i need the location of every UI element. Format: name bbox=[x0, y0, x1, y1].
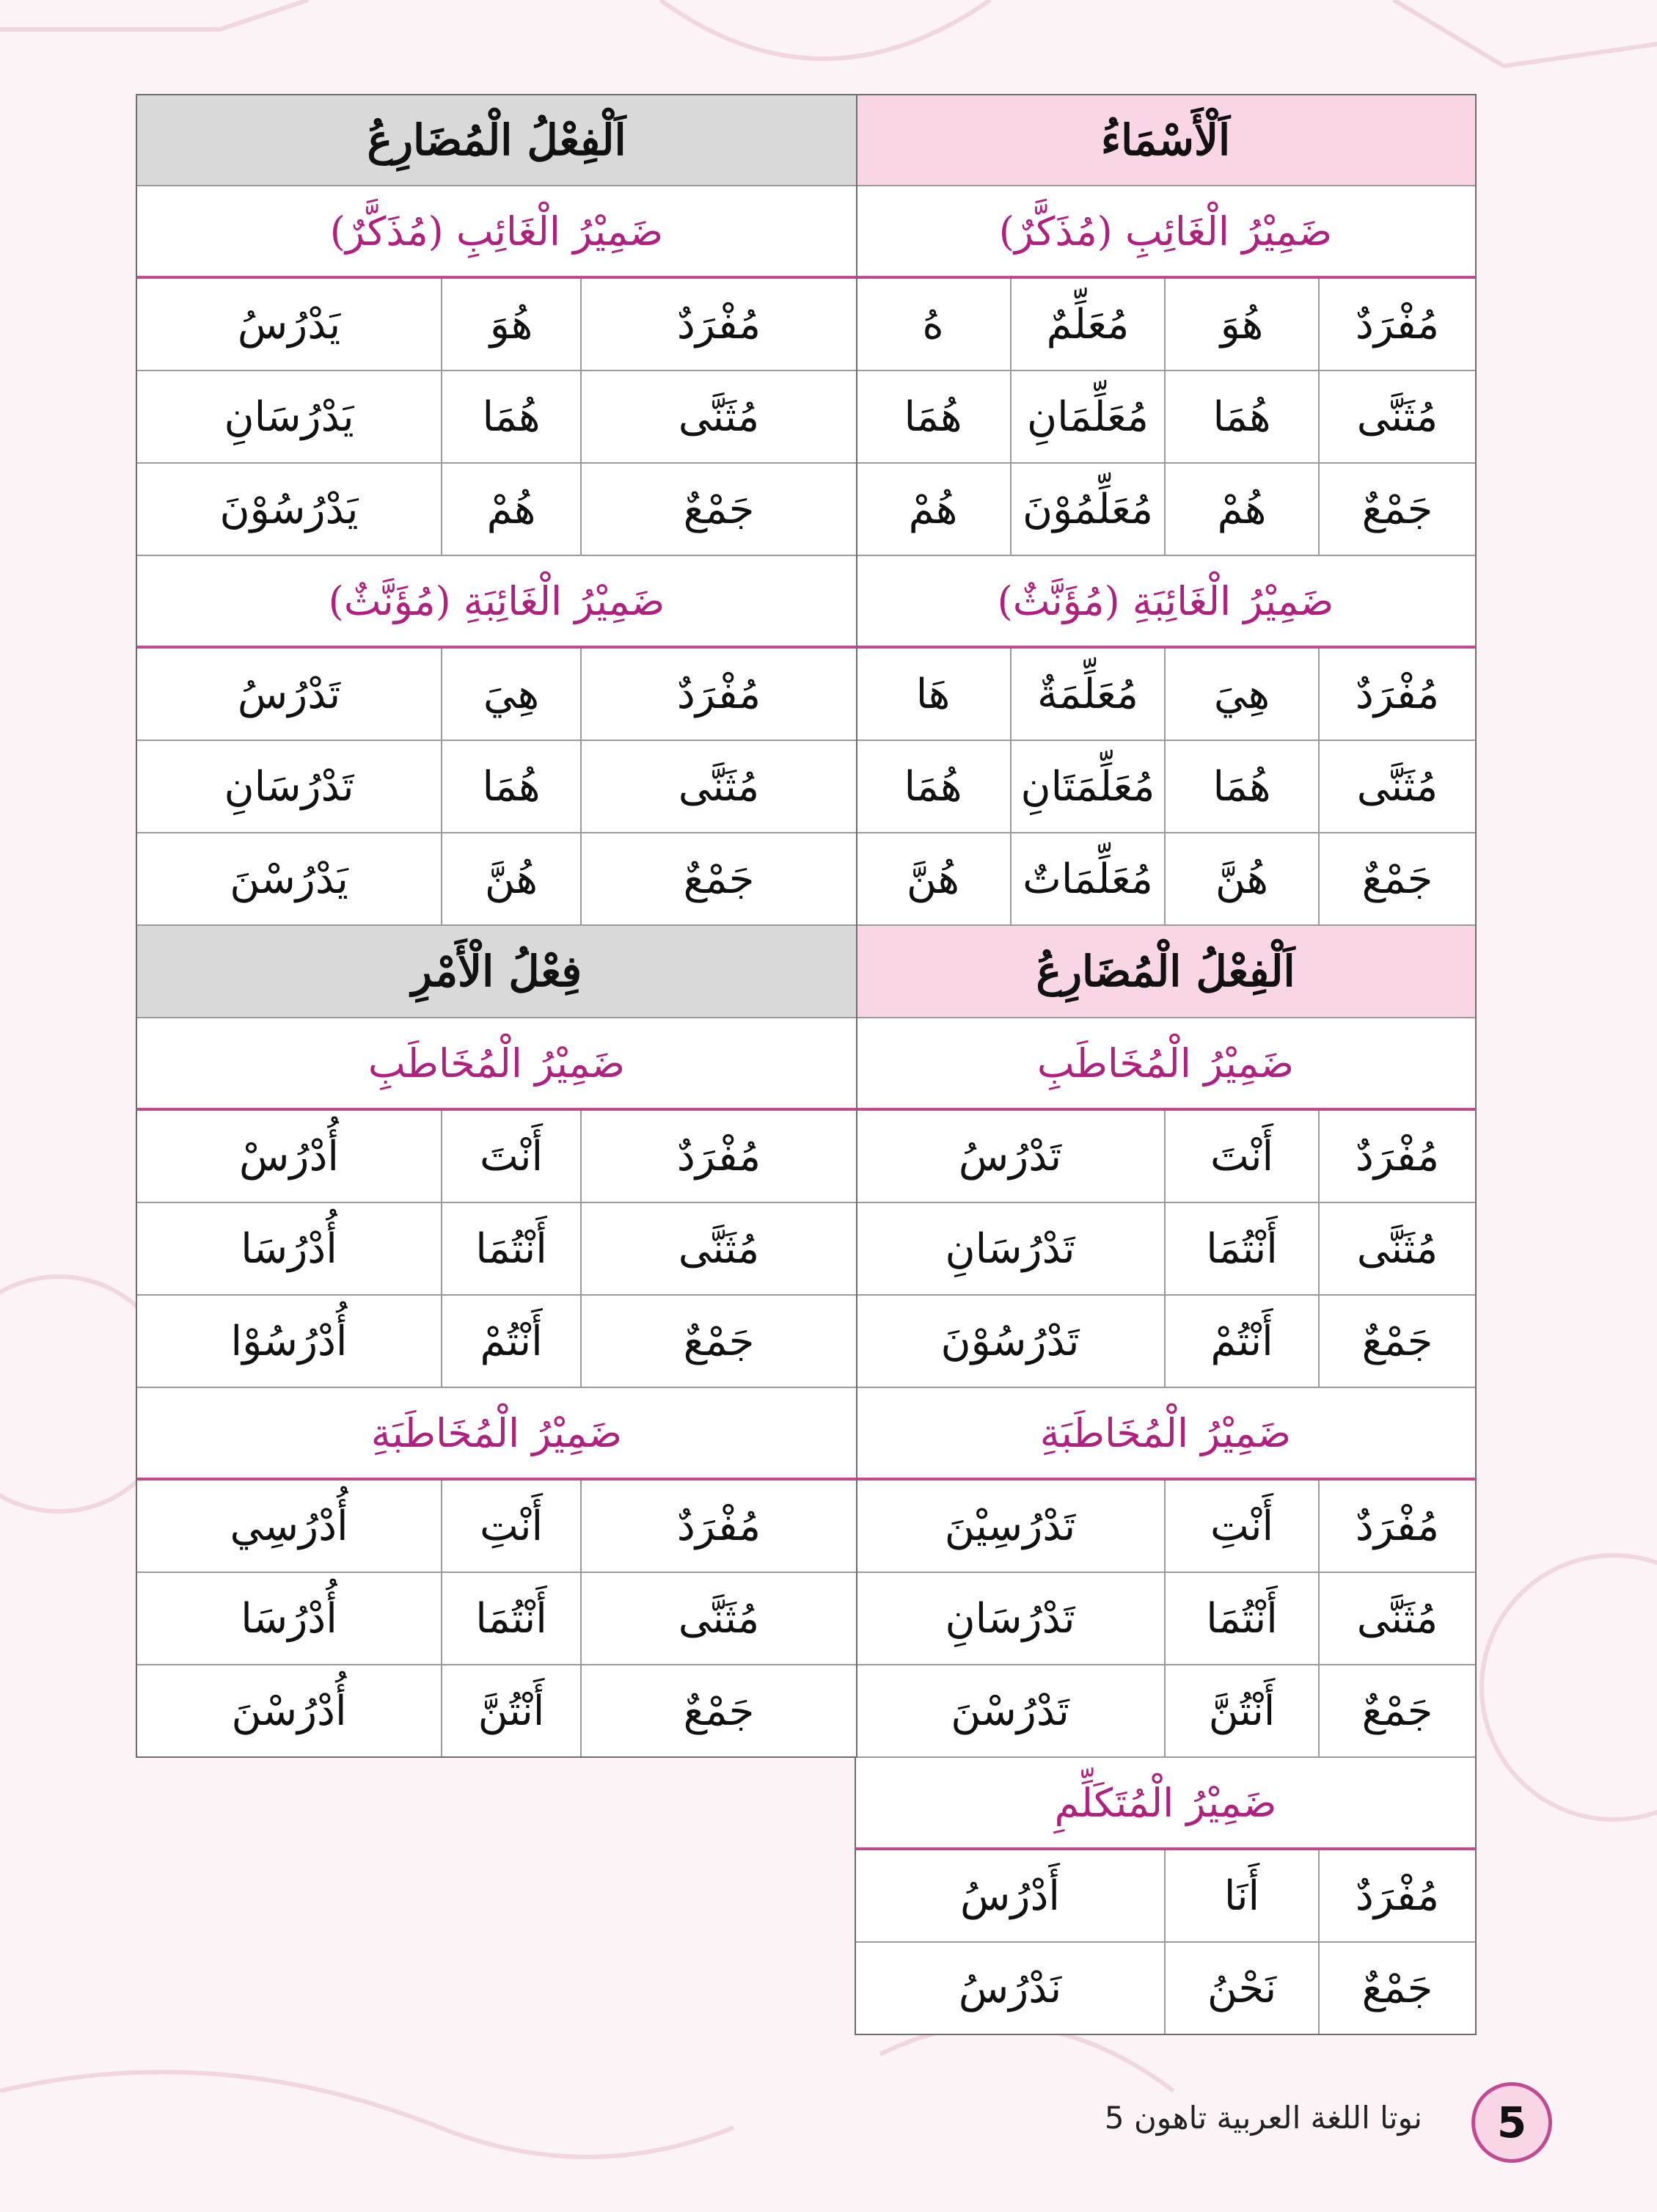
table-cell: هُوَ bbox=[1164, 279, 1318, 370]
table-cell: يَدْرُسُوْنَ bbox=[219, 485, 359, 533]
table-cell: جَمْعٌ bbox=[580, 1296, 856, 1387]
table-cell: مُعَلِّمٌ bbox=[1010, 279, 1164, 370]
table-cell: أَنْتُمْ bbox=[441, 1296, 580, 1387]
table-cell: هُمَا bbox=[441, 371, 580, 462]
table-cell: جَمْعٌ bbox=[1318, 1296, 1475, 1387]
group-title: ضَمِيْرُ الْمُخَاطَبِ bbox=[856, 1018, 1475, 1111]
table-cell: هِيَ bbox=[441, 649, 580, 740]
table-cell: نَحْنُ bbox=[1164, 1943, 1318, 2034]
table-row bbox=[856, 1203, 1475, 1296]
table-cell: هُوَ bbox=[441, 279, 580, 370]
table-row bbox=[137, 1573, 856, 1665]
table-cell: جَمْعٌ bbox=[580, 1665, 856, 1756]
table-cell: جَمْعٌ bbox=[1318, 833, 1475, 924]
table-cell: أُدْرُسِي bbox=[230, 1502, 348, 1550]
table-cell: هِيَ bbox=[1164, 649, 1318, 740]
table-row bbox=[856, 649, 1475, 741]
table-cell: مُعَلِّمَتَانِ bbox=[1010, 741, 1164, 832]
group-title: ضَمِيْرُ الْمُخَاطَبَةِ bbox=[856, 1388, 1475, 1481]
table-row bbox=[137, 833, 856, 926]
table-cell: مُعَلِّمَةٌ bbox=[1010, 649, 1164, 740]
table-row bbox=[856, 1850, 1475, 1943]
group-title: ضَمِيْرُ الْغَائِبَةِ (مُؤَنَّثٌ) bbox=[137, 556, 856, 649]
table-row bbox=[856, 1665, 1475, 1758]
table-row bbox=[137, 464, 856, 556]
table-cell: مُفْرَدٌ bbox=[580, 649, 856, 740]
section-header: اَلْفِعْلُ الْمُضَارِعُ bbox=[856, 926, 1475, 1018]
table-row bbox=[856, 464, 1475, 556]
table-cell: هُ bbox=[922, 300, 944, 348]
group-title: ضَمِيْرُ الْمُخَاطَبِ bbox=[137, 1018, 856, 1111]
table-cell: مُفْرَدٌ bbox=[1318, 279, 1475, 370]
table-cell: أُدْرُسْ bbox=[239, 1132, 339, 1180]
table-cell: أَنْتُمَا bbox=[441, 1573, 580, 1664]
table-row bbox=[856, 1111, 1475, 1203]
table-cell: هُنَّ bbox=[441, 833, 580, 924]
table-row bbox=[137, 371, 856, 464]
table-cell: يَدْرُسْنَ bbox=[230, 855, 348, 903]
table-cell: جَمْعٌ bbox=[1318, 1943, 1475, 2034]
group-title: ضَمِيْرُ الْغَائِبِ (مُذَكَّرٌ) bbox=[856, 186, 1475, 279]
table-cell: هُمْ bbox=[441, 464, 580, 555]
table-cell: يَدْرُسُ bbox=[237, 300, 341, 348]
table-row bbox=[137, 741, 856, 833]
table-cell: هُنَّ bbox=[906, 855, 960, 903]
table-cell: مُفْرَدٌ bbox=[1318, 1111, 1475, 1202]
table-cell: أَنْتُمَا bbox=[1164, 1573, 1318, 1664]
table-cell: تَدْرُسَانِ bbox=[224, 762, 354, 811]
table-cell: أُدْرُسَا bbox=[241, 1224, 337, 1273]
group-title: ضَمِيْرُ الْمُخَاطَبَةِ bbox=[137, 1388, 856, 1481]
table-row bbox=[137, 1203, 856, 1296]
right-column bbox=[855, 94, 1477, 2035]
table-cell: هُمَا bbox=[1164, 741, 1318, 832]
section-header: اَلْفِعْلُ الْمُضَارِعُ bbox=[137, 94, 856, 186]
section-header: اَلْأَسْمَاءُ bbox=[856, 94, 1475, 186]
table-cell: تَدْرُسَانِ bbox=[945, 1224, 1075, 1273]
group-title: ضَمِيْرُ الْغَائِبَةِ (مُؤَنَّثٌ) bbox=[856, 556, 1475, 649]
table-cell: هُمَا bbox=[904, 393, 962, 441]
table-cell: أَنْتُنَّ bbox=[441, 1665, 580, 1756]
table-cell: هُمَا bbox=[441, 741, 580, 832]
table-cell: أَنْتُنَّ bbox=[1164, 1665, 1318, 1756]
table-cell: أُدْرُسُوْا bbox=[230, 1317, 348, 1365]
table-cell: مُعَلِّمَاتٌ bbox=[1010, 833, 1164, 924]
table-row bbox=[856, 1481, 1475, 1573]
table-cell: مُثَنَّى bbox=[580, 1573, 856, 1664]
table-cell: أَنْتَ bbox=[1164, 1111, 1318, 1202]
table-cell: أَنَا bbox=[1164, 1850, 1318, 1941]
table-cell: تَدْرُسْنَ bbox=[951, 1687, 1069, 1735]
table-cell: نَدْرُسُ bbox=[958, 1964, 1062, 2012]
table-cell: مُثَنَّى bbox=[1318, 741, 1475, 832]
table-cell: جَمْعٌ bbox=[1318, 1665, 1475, 1756]
table-cell: مُفْرَدٌ bbox=[580, 1481, 856, 1572]
table-cell: أَدْرُسُ bbox=[960, 1872, 1060, 1920]
table-cell: جَمْعٌ bbox=[1318, 464, 1475, 555]
table-cell: أَنْتُمْ bbox=[1164, 1296, 1318, 1387]
group-title: ضَمِيْرُ الْغَائِبِ (مُذَكَّرٌ) bbox=[137, 186, 856, 279]
table-row bbox=[856, 279, 1475, 371]
table-cell: جَمْعٌ bbox=[580, 833, 856, 924]
table-cell: هُمَا bbox=[904, 762, 962, 811]
group-title: ضَمِيْرُ الْمُتَكَلِّمِ bbox=[856, 1758, 1475, 1850]
table-cell: تَدْرُسَانِ bbox=[945, 1594, 1075, 1643]
table-cell: مُثَنَّى bbox=[1318, 1573, 1475, 1664]
table-cell: هُمَا bbox=[1164, 371, 1318, 462]
table-row bbox=[856, 833, 1475, 926]
table-cell: أَنْتِ bbox=[441, 1481, 580, 1572]
table-row bbox=[856, 371, 1475, 464]
table-row bbox=[137, 649, 856, 741]
table-cell: مُثَنَّى bbox=[1318, 371, 1475, 462]
table-cell: أُدْرُسَا bbox=[241, 1594, 337, 1643]
table-cell: جَمْعٌ bbox=[580, 464, 856, 555]
table-row bbox=[856, 1943, 1475, 2035]
table-cell: مُعَلِّمُوْنَ bbox=[1010, 464, 1164, 555]
table-cell: مُفْرَدٌ bbox=[1318, 1850, 1475, 1941]
section-header: فِعْلُ الْأَمْرِ bbox=[137, 926, 856, 1018]
table-row bbox=[856, 1296, 1475, 1388]
table-row bbox=[856, 741, 1475, 833]
page-number: 5 bbox=[1471, 2082, 1552, 2163]
table-cell: مُثَنَّى bbox=[580, 1203, 856, 1294]
table-cell: مُفْرَدٌ bbox=[580, 279, 856, 370]
table-cell: تَدْرُسُ bbox=[958, 1132, 1062, 1180]
table-row bbox=[137, 1296, 856, 1388]
table-cell: تَدْرُسُ bbox=[237, 670, 341, 718]
table-cell: تَدْرُسِيْنَ bbox=[944, 1502, 1076, 1550]
table-row bbox=[856, 1573, 1475, 1665]
table-cell: أَنْتُمَا bbox=[1164, 1203, 1318, 1294]
table-cell: يَدْرُسَانِ bbox=[224, 393, 354, 441]
left-column bbox=[136, 94, 857, 1758]
table-cell: هُمْ bbox=[1164, 464, 1318, 555]
table-cell: مُفْرَدٌ bbox=[580, 1111, 856, 1202]
table-cell: أُدْرُسْنَ bbox=[231, 1687, 347, 1735]
table-cell: مُثَنَّى bbox=[1318, 1203, 1475, 1294]
table-row bbox=[137, 1665, 856, 1758]
table-row bbox=[137, 1111, 856, 1203]
table-cell: مُثَنَّى bbox=[580, 741, 856, 832]
table-cell: هُمْ bbox=[908, 485, 958, 533]
table-cell: هَا bbox=[915, 670, 951, 718]
table-cell: تَدْرُسُوْنَ bbox=[940, 1317, 1080, 1365]
table-cell: مُفْرَدٌ bbox=[1318, 1481, 1475, 1572]
table-cell: أَنْتُمَا bbox=[441, 1203, 580, 1294]
table-row bbox=[137, 279, 856, 371]
footer-title: نوتا اللغة العربية تاهون 5 bbox=[1104, 2100, 1422, 2136]
table-cell: مُثَنَّى bbox=[580, 371, 856, 462]
table-cell: مُعَلِّمَانِ bbox=[1010, 371, 1164, 462]
table-cell: أَنْتَ bbox=[441, 1111, 580, 1202]
table-row bbox=[137, 1481, 856, 1573]
table-cell: هُنَّ bbox=[1164, 833, 1318, 924]
table-cell: مُفْرَدٌ bbox=[1318, 649, 1475, 740]
table-cell: أَنْتِ bbox=[1164, 1481, 1318, 1572]
